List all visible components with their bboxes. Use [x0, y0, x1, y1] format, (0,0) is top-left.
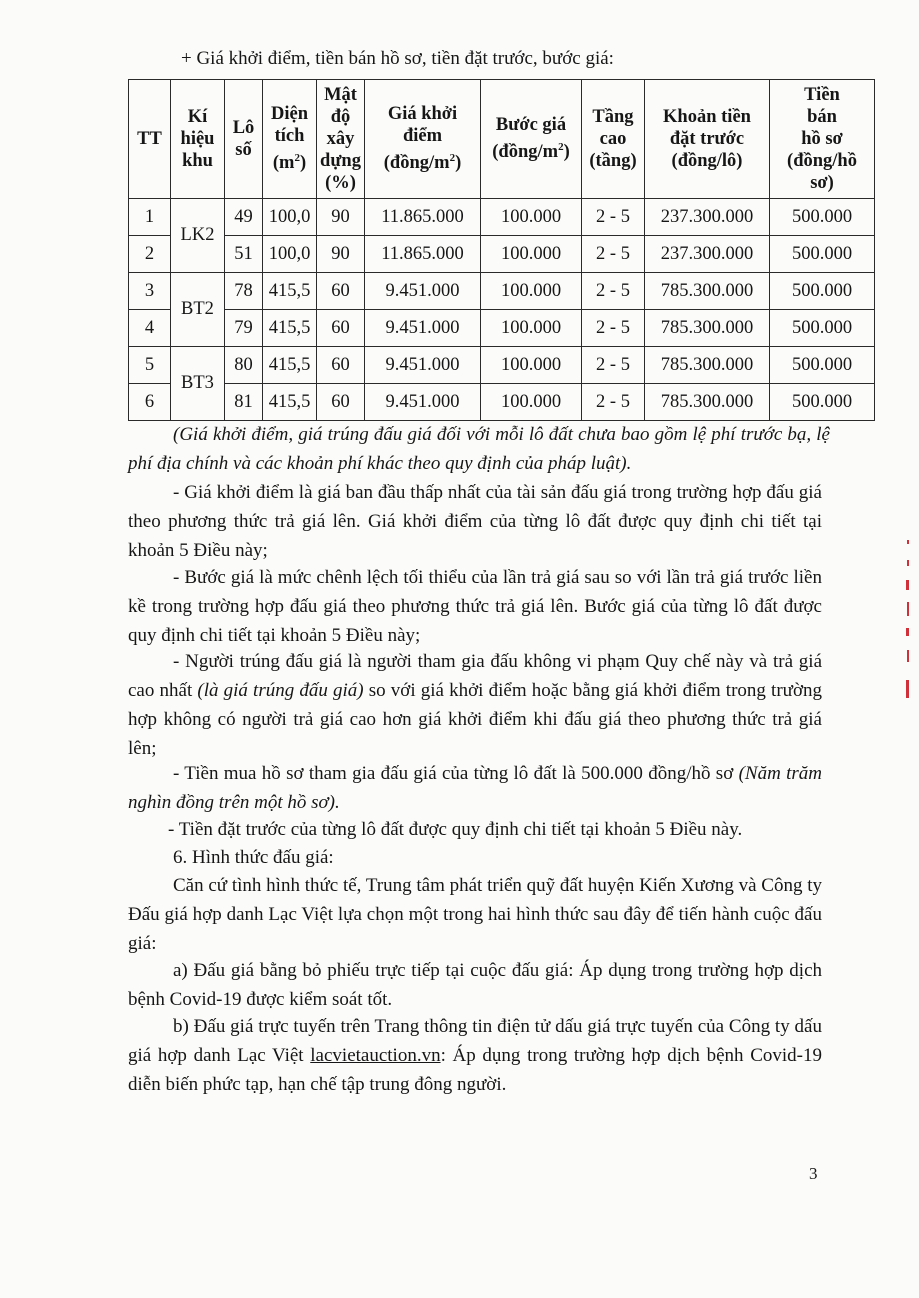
auction-lots-table [128, 79, 875, 421]
cell-tang-cao: 2 - 5 [582, 273, 645, 310]
cell-tien-ban: 500.000 [770, 384, 875, 421]
cell-tien-ban: 500.000 [770, 236, 875, 273]
cell-lo: 79 [225, 310, 263, 347]
table-row [129, 236, 875, 273]
cell-khoan-tien: 785.300.000 [645, 347, 770, 384]
cell-dien-tich: 100,0 [263, 236, 317, 273]
section-6-heading: 6. Hình thức đấu giá: [173, 847, 334, 868]
header-mat-do: Mật độ xây dựng (%) [317, 80, 365, 199]
cell-khoan-tien: 785.300.000 [645, 273, 770, 310]
red-stamp-edge [904, 540, 912, 710]
cell-tt: 2 [129, 236, 171, 273]
cell-tt: 6 [129, 384, 171, 421]
cell-buoc-gia: 100.000 [481, 347, 582, 384]
cell-dien-tich: 415,5 [263, 347, 317, 384]
page-number: 3 [809, 1164, 818, 1183]
cell-dien-tich: 415,5 [263, 384, 317, 421]
cell-tien-ban: 500.000 [770, 273, 875, 310]
cell-khoan-tien: 785.300.000 [645, 384, 770, 421]
lacvietauction-link[interactable]: lacvietauction.vn [310, 1045, 441, 1066]
cell-dien-tich: 415,5 [263, 310, 317, 347]
cell-mat-do: 90 [317, 199, 365, 236]
table-row [129, 273, 875, 310]
paragraph-gia-khoi-diem: - Giá khởi điểm là giá ban đầu thấp nhất của tài sản đấu giá trong trường hợp đấu giá theo phương thức trả giá lên. Giá khởi điểm của từng lô đất được quy định chi tiết tại khoản 5 Điều này; [128, 482, 822, 561]
table-row [129, 347, 875, 384]
paragraph-can-cu: Căn cứ tình hình thức tế, Trung tâm phát triển quỹ đất huyện Kiến Xương và Công ty Đấu giá hợp danh Lạc Việt lựa chọn một trong hai hình thức sau đây để tiến hành cuộc đấu giá: [128, 875, 822, 954]
cell-khoan-tien: 237.300.000 [645, 199, 770, 236]
cell-gia-khoi-diem: 11.865.000 [365, 236, 481, 273]
cell-khoan-tien: 237.300.000 [645, 236, 770, 273]
cell-lo: 80 [225, 347, 263, 384]
cell-mat-do: 90 [317, 236, 365, 273]
price-note: (Giá khởi điểm, giá trúng đấu giá đối với mỗi lô đất chưa bao gồm lệ phí trước bạ, lệ phí địa chính và các khoản phí khác theo quy định của pháp luật). [128, 424, 830, 474]
paragraph-hinh-thuc-b: b) Đấu giá trực tuyến trên Trang thông tin điện tử dấu giá trực tuyến của Công ty dấu giá hợp danh Lạc Việt lacvietauction.vn: Áp dụng trong trường hợp dịch bệnh Covid-19 diễn biến phức tạp, hạn chế tập trung đông người. [128, 1016, 822, 1095]
paragraph-buoc-gia: - Bước giá là mức chênh lệch tối thiểu của lần trả giá sau so với lần trả giá trước liền kề trong trường hợp đấu giá theo phương thức trả giá lên. Bước giá của từng lô đất được quy định chi tiết tại khoản 5 Điều này; [128, 567, 822, 646]
cell-lo: 49 [225, 199, 263, 236]
cell-tien-ban: 500.000 [770, 199, 875, 236]
cell-buoc-gia: 100.000 [481, 273, 582, 310]
cell-tt: 5 [129, 347, 171, 384]
cell-tien-ban: 500.000 [770, 347, 875, 384]
cell-lo: 81 [225, 384, 263, 421]
cell-khoan-tien: 785.300.000 [645, 310, 770, 347]
table-row [129, 384, 875, 421]
cell-tt: 3 [129, 273, 171, 310]
paragraph-hinh-thuc-a: a) Đấu giá bằng bỏ phiếu trực tiếp tại cuộc đấu giá: Áp dụng trong trường hợp dịch bệnh Covid-19 được kiểm soát tốt. [128, 960, 822, 1010]
header-tang-cao: Tầng cao (tầng) [582, 80, 645, 199]
table-header-row [129, 80, 875, 199]
header-tien-ban-ho-so: Tiền bán hồ sơ (đồng/hồ sơ) [770, 80, 875, 199]
cell-tang-cao: 2 - 5 [582, 236, 645, 273]
cell-dien-tich: 415,5 [263, 273, 317, 310]
cell-gia-khoi-diem: 9.451.000 [365, 384, 481, 421]
cell-tang-cao: 2 - 5 [582, 310, 645, 347]
cell-tien-ban: 500.000 [770, 310, 875, 347]
cell-khu: BT3 [171, 347, 225, 421]
cell-gia-khoi-diem: 11.865.000 [365, 199, 481, 236]
table-row [129, 199, 875, 236]
cell-lo: 78 [225, 273, 263, 310]
cell-gia-khoi-diem: 9.451.000 [365, 347, 481, 384]
paragraph-tien-dat-truoc: - Tiền đặt trước của từng lô đất được quy định chi tiết tại khoản 5 Điều này. [168, 819, 743, 840]
cell-gia-khoi-diem: 9.451.000 [365, 310, 481, 347]
cell-lo: 51 [225, 236, 263, 273]
cell-khu: LK2 [171, 199, 225, 273]
table-row [129, 310, 875, 347]
header-lo-so: Lô số [225, 80, 263, 199]
cell-buoc-gia: 100.000 [481, 310, 582, 347]
header-gia-khoi-diem: Giá khởi điểm $(đồng/m^2)$ [365, 80, 481, 199]
cell-gia-khoi-diem: 9.451.000 [365, 273, 481, 310]
header-tt: TT [129, 80, 171, 199]
cell-mat-do: 60 [317, 273, 365, 310]
cell-tang-cao: 2 - 5 [582, 347, 645, 384]
cell-buoc-gia: 100.000 [481, 384, 582, 421]
cell-tang-cao: 2 - 5 [582, 199, 645, 236]
paragraph-tien-mua-ho-so: - Tiền mua hồ sơ tham gia đấu giá của từng lô đất là 500.000 đồng/hồ sơ (Năm trăm nghìn đồng trên một hồ sơ). [128, 763, 822, 813]
cell-dien-tich: 100,0 [263, 199, 317, 236]
cell-buoc-gia: 100.000 [481, 236, 582, 273]
cell-mat-do: 60 [317, 310, 365, 347]
header-khoan-tien-dat-truoc: Khoản tiền đặt trước (đồng/lô) [645, 80, 770, 199]
cell-buoc-gia: 100.000 [481, 199, 582, 236]
cell-tt: 1 [129, 199, 171, 236]
header-ki-hieu-khu: Kí hiệu khu [171, 80, 225, 199]
cell-mat-do: 60 [317, 384, 365, 421]
cell-mat-do: 60 [317, 347, 365, 384]
header-buoc-gia: Bước giá $(đồng/m^2)$ [481, 80, 582, 199]
table-intro: + Giá khởi điểm, tiền bán hồ sơ, tiền đặt trước, bước giá: [181, 48, 614, 69]
paragraph-nguoi-trung: - Người trúng đấu giá là người tham gia đấu không vi phạm Quy chế này và trả giá cao nhất (là giá trúng đấu giá) so với giá khởi điểm hoặc bằng giá khởi điểm trong trường hợp không có người trả giá cao hơn giá khởi điểm khi đấu giá theo phương thức trả giá lên; [128, 651, 822, 759]
cell-khu: BT2 [171, 273, 225, 347]
cell-tang-cao: 2 - 5 [582, 384, 645, 421]
header-dien-tich: Diện tích $(m^2)$ [263, 80, 317, 199]
cell-tt: 4 [129, 310, 171, 347]
